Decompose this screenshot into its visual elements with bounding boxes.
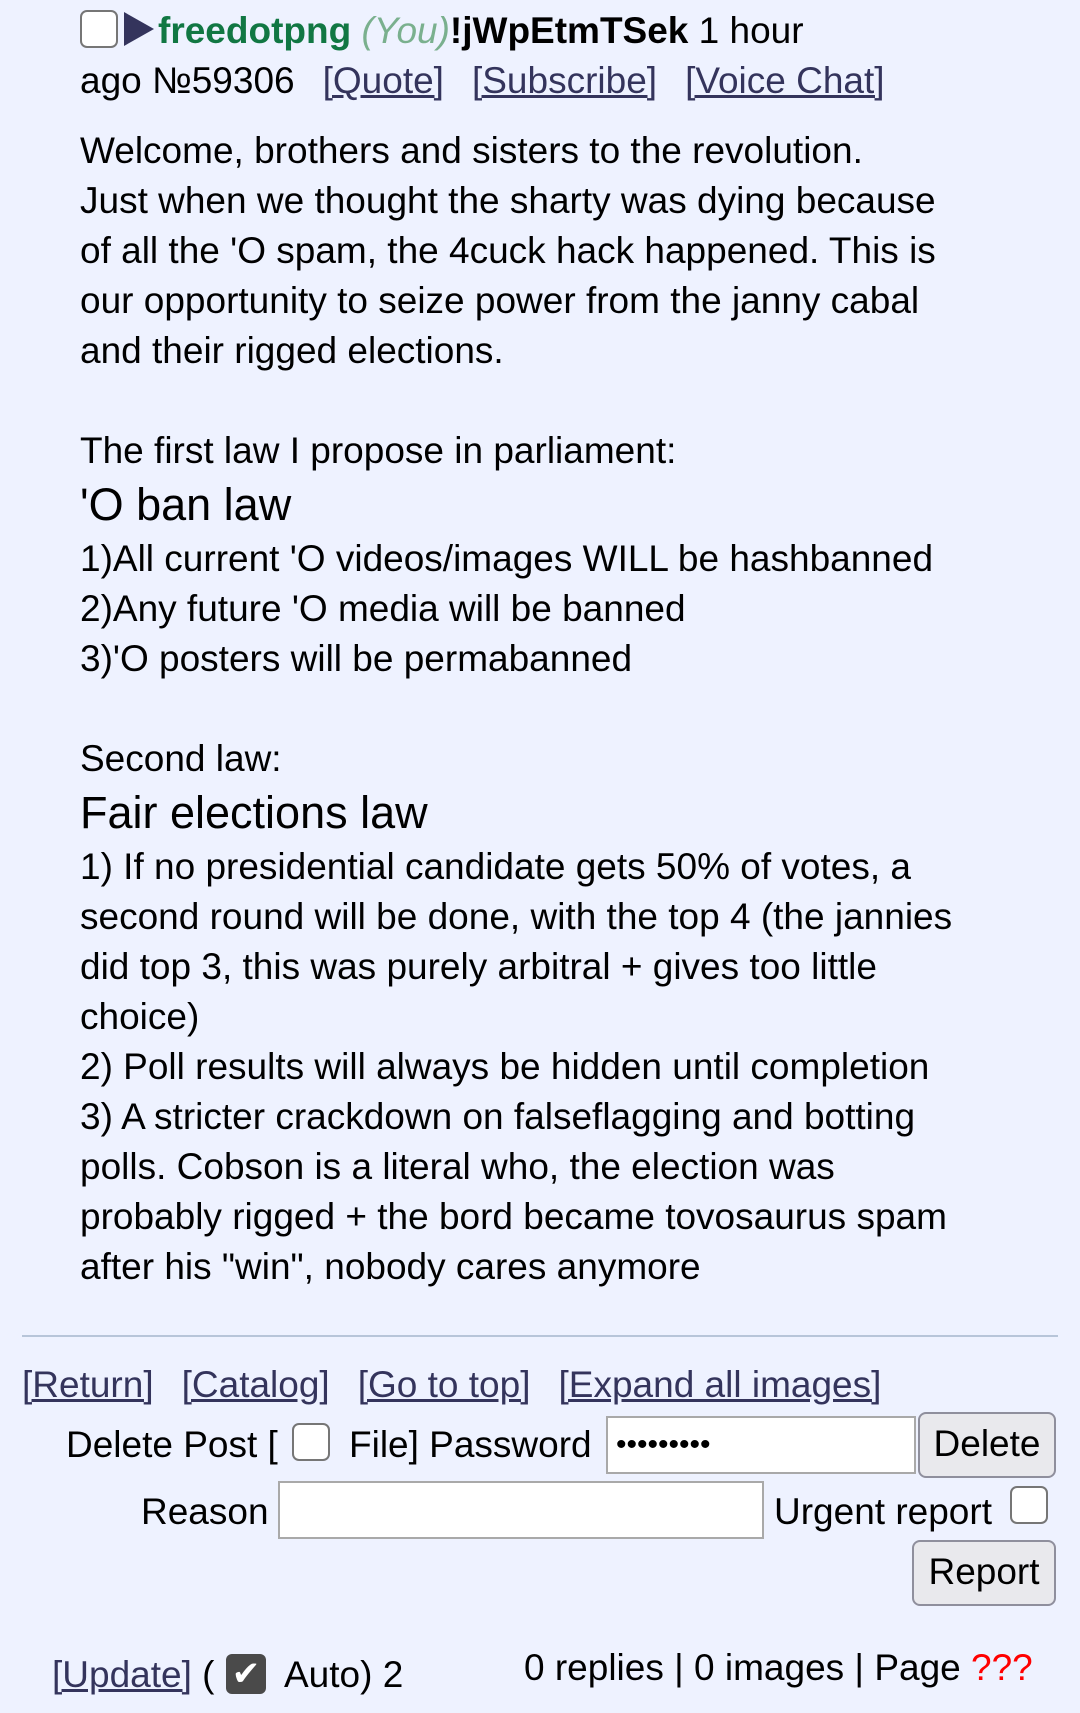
password-field[interactable]: ••••••••• [606,1416,916,1474]
law2-intro: Second law: [80,738,282,779]
body-line: and their rigged elections. [80,330,504,371]
page-number: ??? [971,1647,1033,1688]
post-select-checkbox[interactable] [80,10,118,48]
post [80,0,1000,1292]
post-body [80,126,1000,1292]
post-time: 1 hour [698,10,804,51]
post-number[interactable]: №59306 [152,60,295,101]
subscribe-link[interactable]: [Subscribe] [471,60,658,101]
poster-name: freedotpng [158,10,352,51]
tripcode: !jWpEtmTSek [449,10,689,51]
reason-input[interactable] [278,1481,764,1539]
thread-stats-text: 0 replies | 0 images | Page [524,1647,972,1688]
you-label: (You) [361,10,450,51]
law2-item: 3) A stricter crackdown on falseflagging and botting [80,1096,916,1137]
body-line: our opportunity to seize power from the janny cabal [80,280,920,321]
law2-title: Fair elections law [80,787,428,838]
auto-update-checkbox[interactable]: ✔ [226,1654,266,1694]
quote-link[interactable]: [Quote] [322,60,444,101]
body-line: Just when we thought the sharty was dying because [80,180,936,221]
reason-label: Reason [141,1491,269,1532]
law2-item: choice) [80,996,200,1037]
file-only-checkbox[interactable] [292,1423,330,1461]
expand-arrow-icon[interactable] [124,12,154,46]
law2-item: 1) If no presidential candidate gets 50% of votes, a [80,846,911,887]
delete-post-label: Delete Post [ [66,1424,278,1465]
update-row [52,1652,214,1698]
delete-button[interactable]: Delete [918,1412,1056,1478]
voice-chat-link[interactable]: [Voice Chat] [685,60,885,101]
law1-item: 2)Any future 'O media will be banned [80,588,686,629]
update-link[interactable]: [Update] [52,1654,192,1695]
post-time-cont: ago [80,60,142,101]
go-to-top-link[interactable]: [Go to top] [357,1364,531,1405]
law2-item: second round will be done, with the top 4 (the jannies [80,896,953,937]
file-password-label: File] Password [349,1424,592,1465]
auto-label: Auto) 2 [284,1654,404,1695]
return-link[interactable]: [Return] [22,1364,154,1405]
law2-item: polls. Cobson is a literal who, the election was [80,1146,835,1187]
expand-all-images-link[interactable]: [Expand all images] [558,1364,882,1405]
paren-open: ( [202,1654,215,1695]
law2-item: probably rigged + the bord became tovosaurus spam [80,1196,947,1237]
law1-intro: The first law I propose in parliament: [80,430,677,471]
law1-item: 3)'O posters will be permabanned [80,638,633,679]
catalog-link[interactable]: [Catalog] [181,1364,330,1405]
law2-item: after his "win", nobody cares anymore [80,1246,701,1287]
urgent-report-checkbox[interactable] [1010,1486,1048,1524]
law2-item: did top 3, this was purely arbitral + gives too little [80,946,877,987]
post-header [80,0,1000,106]
report-button[interactable]: Report [912,1540,1056,1606]
body-line: Welcome, brothers and sisters to the revolution. [80,130,863,171]
law2-item: 2) Poll results will always be hidden until completion [80,1046,930,1087]
delete-row [66,1422,278,1468]
divider [22,1335,1058,1337]
thread-stats [524,1645,1033,1691]
board-nav [22,1360,881,1410]
law1-title: 'O ban law [80,479,292,530]
urgent-report-label: Urgent report [774,1491,992,1532]
law1-item: 1)All current 'O videos/images WILL be hashbanned [80,538,934,579]
body-line: of all the 'O spam, the 4cuck hack happened. This is [80,230,936,271]
